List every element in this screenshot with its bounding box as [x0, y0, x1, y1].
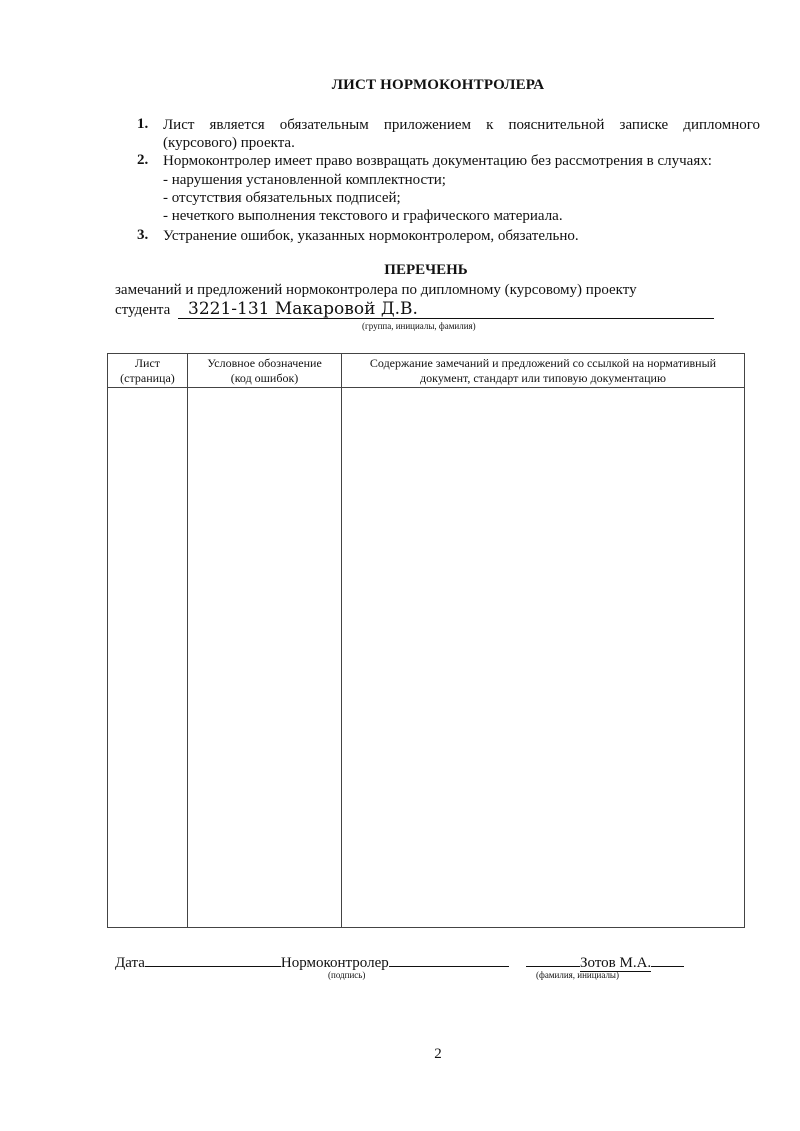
rule-1-line-2: (курсового) проекта. [163, 135, 295, 151]
perechen-title: ПЕРЕЧЕНЬ [384, 262, 468, 278]
signature-row [115, 952, 509, 972]
header-code: Условное обозначение (код ошибок) [188, 354, 342, 388]
rule-3-line-1: Устранение ошибок, указанных нормоконтролером, обязательно. [163, 228, 579, 244]
date-label: Дата [115, 955, 145, 971]
rule-2-sub-2: - отсутствия обязательных подписей; [163, 190, 401, 206]
normcontroller-label: Нормоконтролер [280, 955, 389, 971]
header-sheet: Лист (страница) [108, 354, 188, 388]
rule-3-number: 3. [137, 227, 149, 243]
page-title: ЛИСТ НОРМОКОНТРОЛЕРА [331, 77, 545, 93]
rule-1-line-1: Лист является обязательным приложением к пояснительной записке дипломного [163, 117, 760, 133]
date-field[interactable] [145, 952, 281, 967]
remarks-table [107, 353, 745, 928]
cell-code[interactable] [188, 388, 342, 928]
signature-field[interactable] [389, 952, 509, 967]
student-hint: (группа, инициалы, фамилия) [362, 321, 476, 331]
header-content: Содержание замечаний и предложений со ссылкой на нормативный документ, стандарт или типовую документацию [342, 354, 745, 388]
name-hint: (фамилия, инициалы) [536, 970, 619, 980]
rule-2-number: 2. [137, 152, 149, 168]
normcontroller-name: Зотов М.А. [580, 955, 652, 971]
perechen-subtitle: замечаний и предложений нормоконтролера по дипломному (курсовому) проекту [115, 282, 637, 298]
signature-hint: (подпись) [328, 970, 366, 980]
cell-content[interactable] [342, 388, 745, 928]
rule-2-line-1: Нормоконтролер имеет право возвращать документацию без рассмотрения в случаях: [163, 153, 712, 169]
rule-2-sub-3: - нечеткого выполнения текстового и графического материала. [163, 208, 563, 224]
name-field[interactable] [526, 952, 684, 972]
cell-sheet[interactable] [108, 388, 188, 928]
student-value[interactable]: 3221-131 Макаровой Д.В. [188, 299, 418, 319]
table-row [108, 388, 745, 928]
student-label: студента [115, 302, 171, 318]
rule-1-number: 1. [137, 116, 149, 132]
rule-2-sub-1: - нарушения установленной комплектности; [163, 172, 446, 188]
table-header-row [108, 354, 745, 388]
page-number: 2 [434, 1046, 442, 1062]
